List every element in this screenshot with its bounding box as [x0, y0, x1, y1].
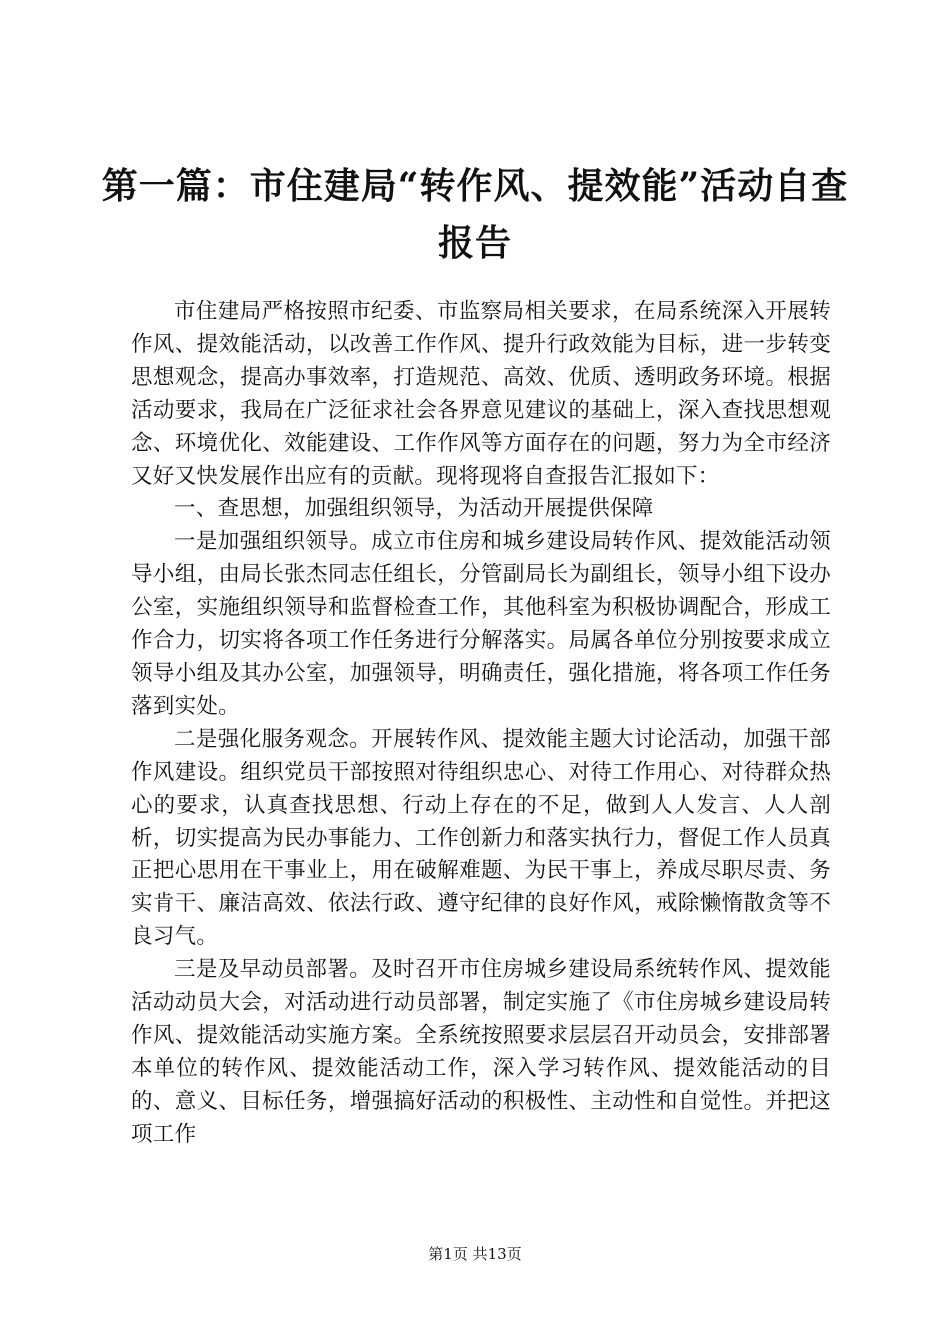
paragraph-service: 二是强化服务观念。开展转作风、提效能主题大讨论活动，加强干部作风建设。组织党员干部按照对待组织忠心、对待工作用心、对待群众热心的要求，认真查找思想、行动上存在的不足，做到人人发言、人人剖析，切实提高为民办事能力、工作创新力和落实执行力，督促工作人员真正把心思用在干事业上，用在破解难题、为民干事上，养成尽职尽责、务实肯干、廉洁高效、依法行政、遵守纪律的良好作风，戒除懒惰散贪等不良习气。 — [131, 726, 831, 950]
page-number-footer: 第1页 共13页 — [428, 1245, 522, 1263]
section-heading-1: 一、查思想，加强组织领导，为活动开展提供保障 — [174, 496, 654, 522]
paragraph-organization: 一是加强组织领导。成立市住房和城乡建设局转作风、提效能活动领导小组，由局长张杰同志任组长，分管副局长为副组长，领导小组下设办公室，实施组织领导和监督检查工作，其他科室为积极协调配合，形成工作合力，切实将各项工作任务进行分解落实。局属各单位分别按要求成立领导小组及其办公室，加强领导，明确责任，强化措施，将各项工作任务落到实处。 — [131, 529, 831, 719]
paragraph-intro: 市住建局严格按照市纪委、市监察局相关要求，在局系统深入开展转作风、提效能活动，以改善工作作风、提升行政效能为目标，进一步转变思想观念，提高办事效率，打造规范、高效、优质、透明政务环境。根据活动要求，我局在广泛征求社会各界意见建议的基础上，深入查找思想观念、环境优化、效能建设、工作作风等方面存在的问题，努力为全市经济又好又快发展作出应有的贡献。现将现将自查报告汇报如下： — [131, 299, 831, 489]
document-title: 第一篇：市住建局“转作风、提效能”活动自查报告 — [101, 165, 849, 264]
paragraph-mobilization: 三是及早动员部署。及时召开市住房城乡建设局系统转作风、提效能活动动员大会，对活动进行动员部署，制定实施了《市住房城乡建设局转作风、提效能活动实施方案。全系统按照要求层层召开动员会，安排部署本单位的转作风、提效能活动工作，深入学习转作风、提效能活动的目的、意义、目标任务，增强搞好活动的积极性、主动性和自觉性。并把这项工作 — [131, 957, 831, 1147]
document-body — [131, 296, 831, 1152]
